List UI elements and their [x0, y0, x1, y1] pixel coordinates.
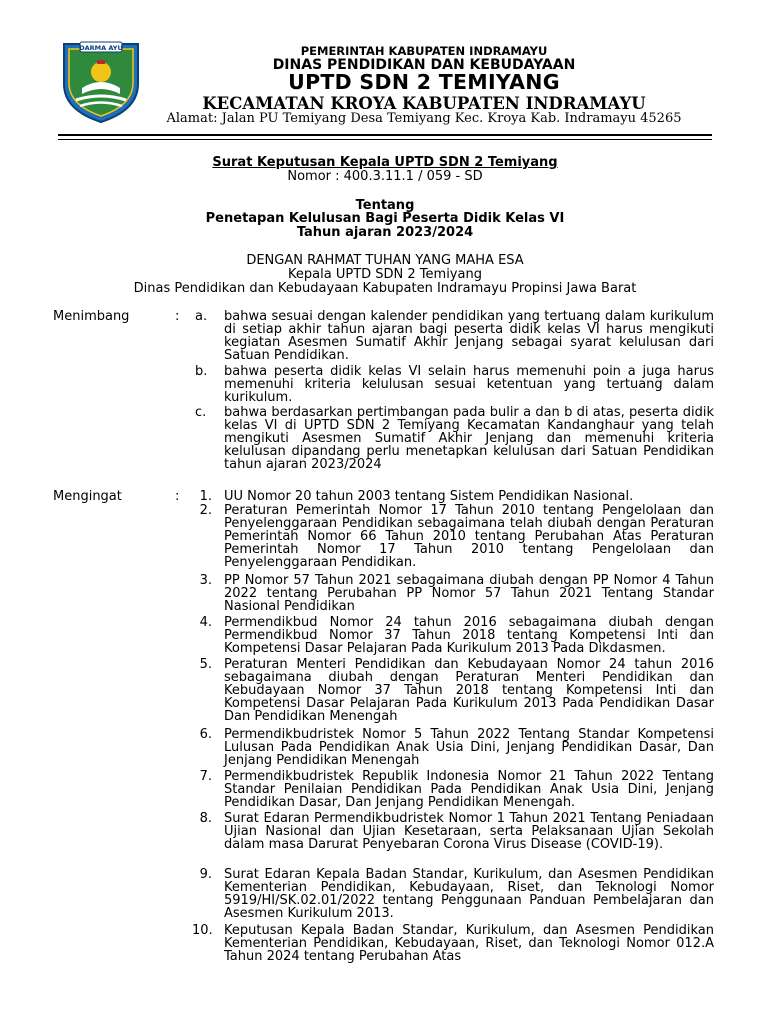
item-text: Permendikbud Nomor 24 tahun 2016 sebagaimana diubah dengan Permendikbud Nomor 37 Tahun 2018 tentang Kompetensi Inti dan Kompetensi Dasar Pelajaran Pada Kurikulum 2013 Pada Dikdasmen.: [224, 615, 714, 656]
item-text: bahwa peserta didik kelas VI selain harus memenuhi poin a juga harus memenuhi kriteria kelulusan sesuai ketentuan yang tertuang dalam kurikulum.: [224, 364, 714, 405]
item-marker: 7.: [199, 769, 212, 784]
item-text: Keputusan Kepala Badan Standar, Kurikulum, dan Asesmen Pendidikan Kementerian Pendidikan, Kebudayaan, Riset, dan Teknologi Nomor 012.A Tahun 2024 tentang Perubahan Atas: [224, 923, 714, 964]
item-text: Peraturan Pemerintah Nomor 17 Tahun 2010 tentang Pengelolaan dan Penyelenggaraan Pendidikan sebagaimana telah diubah dengan Peraturan Pemerintah Nomor 66 Tahun 2010 tentang Perubahan Atas Peraturan Pemerintah Nomor 17 Tahun 2010 tentang Pengelolaan dan Penyelenggaraan Pendidikan.: [224, 503, 714, 570]
item-text: bahwa sesuai dengan kalender pendidikan yang tertuang dalam kurikulum di setiap akhir tahun ajaran bagi peserta didik kelas VI harus mengikuti kegiatan Asesmen Sumatif Akhir Jenjang sebagai syarat kelulusan dari Satuan Pendidikan.: [224, 309, 714, 363]
item-marker: 3.: [199, 573, 212, 588]
letterhead-department: DINAS PENDIDIKAN DAN KEBUDAYAAN: [272, 57, 576, 73]
item-marker: a.: [195, 309, 208, 324]
decree-school-year: Tahun ajaran 2023/2024: [296, 225, 474, 240]
item-marker: 9.: [199, 867, 212, 882]
item-text: Permendikbudristek Nomor 5 Tahun 2022 Tentang Standar Kompetensi Lulusan Pada Pendidikan Anak Usia Dini, Jenjang Pendidikan Dasar, Dan Jenjang Pendidikan Menengah: [224, 727, 714, 768]
menimbang-label: Menimbang: [53, 309, 130, 324]
item-text: Surat Edaran Permendikbudristek Nomor 1 Tahun 2021 Tentang Peniadaan Ujian Nasional dan Ujian Kesetaraan, serta Pelaksanaan Ujian Sekolah dalam masa Darurat Penyebaran Corona Virus Disease (COVID-19).: [224, 811, 714, 852]
item-text: bahwa berdasarkan pertimbangan pada bulir a dan b di atas, peserta didik kelas VI di UPTD SDN 2 Temiyang Kecamatan Kandanghaur yang telah mengikuti Asesmen Sumatif Akhir Jenjang dan memenuhi kriteria kelulusan dipandang perlu menetapkan kelulusan dari Satuan Pendidikan tahun ajaran 2023/2024: [224, 405, 714, 472]
preamble-issuer: Kepala UPTD SDN 2 Temiyang: [288, 267, 482, 282]
letterhead-school-name: UPTD SDN 2 TEMIYANG: [288, 70, 560, 94]
item-marker: 1.: [199, 489, 212, 504]
preamble-agency: Dinas Pendidikan dan Kebudayaan Kabupaten Indramayu Propinsi Jawa Barat: [133, 281, 637, 296]
letterhead-thin-rule: [58, 139, 712, 140]
item-marker: 5.: [199, 657, 212, 672]
item-marker: c.: [195, 405, 207, 420]
item-marker: 10.: [192, 923, 213, 938]
decree-about-label: Tentang: [355, 198, 415, 213]
item-text: Surat Edaran Kepala Badan Standar, Kurikulum, dan Asesmen Pendidikan Kementerian Pendidikan, Kebudayaan, Riset, dan Teknologi Nomor 5919/HI/SK.02.01/2022 tentang Penggunaan Panduan Pembelajaran dan Asesmen Kurikulum 2013.: [224, 867, 714, 921]
decree-number: Nomor : 400.3.11.1 / 059 - SD: [287, 169, 483, 184]
emblem-ribbon-text: DARMA AYU: [79, 44, 123, 52]
letterhead-thick-rule: [58, 134, 712, 136]
item-marker: 6.: [199, 727, 212, 742]
item-marker: b.: [195, 364, 208, 379]
mengingat-colon: :: [175, 489, 180, 504]
item-marker: 8.: [199, 811, 212, 826]
letterhead-district: KECAMATAN KROYA KABUPATEN INDRAMAYU: [202, 94, 646, 113]
menimbang-colon: :: [175, 309, 180, 324]
item-marker: 2.: [199, 503, 212, 518]
item-text: UU Nomor 20 tahun 2003 tentang Sistem Pendidikan Nasional.: [224, 489, 634, 504]
letterhead-government: PEMERINTAH KABUPATEN INDRAMAYU: [300, 44, 548, 58]
decree-title: Surat Keputusan Kepala UPTD SDN 2 Temiyang: [212, 155, 558, 170]
preamble-invocation: DENGAN RAHMAT TUHAN YANG MAHA ESA: [246, 253, 524, 268]
decree-subject: Penetapan Kelulusan Bagi Peserta Didik Kelas VI: [205, 211, 565, 226]
mengingat-label: Mengingat: [53, 489, 122, 504]
item-marker: 4.: [199, 615, 212, 630]
item-text: Peraturan Menteri Pendidikan dan Kebudayaan Nomor 24 tahun 2016 sebagaimana diubah dengan Peraturan Menteri Pendidikan dan Kebudayaan Nomor 37 Tahun 2018 tentang Kompetensi Inti dan Kompetensi Dasar Pelajaran Pada Kurikulum 2013 Pada Pendidikan Dasar Dan Pendidikan Menengah: [224, 657, 714, 724]
regency-emblem-logo: [60, 38, 142, 124]
letterhead-address: Alamat: Jalan PU Temiyang Desa Temiyang Kec. Kroya Kab. Indramayu 45265: [166, 111, 682, 126]
item-text: PP Nomor 57 Tahun 2021 sebagaimana diubah dengan PP Nomor 4 Tahun 2022 tentang Perubahan PP Nomor 57 Tahun 2021 Tentang Standar Nasional Pendidikan: [224, 573, 714, 614]
item-text: Permendikbudristek Republik Indonesia Nomor 21 Tahun 2022 Tentang Standar Penilaian Pendidikan Pada Pendidikan Anak Usia Dini, Jenjang Pendidikan Dasar, Dan Jenjang Pendidikan Menengah.: [224, 769, 714, 810]
